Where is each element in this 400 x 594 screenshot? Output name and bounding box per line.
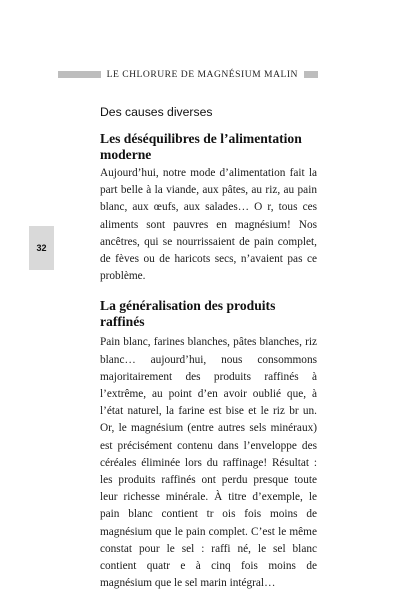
page-number: 32 [36,243,47,253]
page-content [100,131,317,592]
subsection-body-diet: Aujourd’hui, notre mode d’alimentation fait la part belle à la viande, aux pâtes, au riz, au pain blanc, aux œufs, aux salades… O r, tous ces aliments sont pauvres en magnésium! Nos ancêtres, qui se nourrissaient de pain complet, de fèves ou de haricots secs, n’avaient pas ce problème. [100,167,317,283]
running-header-title: LE CHLORURE DE MAGNÉSIUM MALIN [106,68,298,80]
subsection-body-refined: Pain blanc, farines blanches, pâtes blanches, riz blanc… aujourd’hui, nous consommons majoritairement des produits raffinés à l’extrême, au point d’en avoir oublié que, à l’état naturel, la farine est bise et le riz br un. Or, le magnésium (entre autres sels minéraux) est précisément contenu dans l’enveloppe des céréales éliminée lors du raffinage! Résultat : les produits raffinés ont perdu presque toute leur richesse minérale. À titre d’exemple, le pain blanc contient tr ois fois moins de magnésium que le pain complet. C’est le même constat pour le sel : raffi né, le sel blanc contient quatr e à cinq fois moins de magnésium que le sel marin intégral… [100,336,317,590]
header-rule-right [304,71,318,78]
page-number-tab [29,226,54,270]
running-header [58,67,318,81]
subsection-heading-refined: La généralisation des produits raffinés [100,298,276,330]
header-rule-left [58,71,101,78]
subsection-heading-diet: Les déséquilibres de l’alimentation moderne [100,131,302,162]
section-title: Des causes diverses [100,105,213,119]
